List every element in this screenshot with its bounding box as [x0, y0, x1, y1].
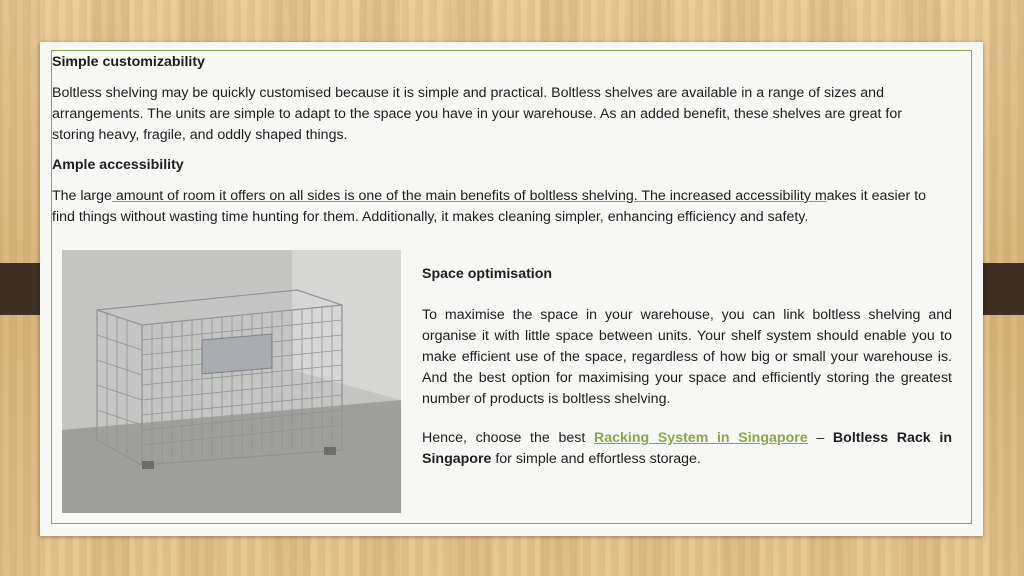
closing-dash: – [807, 430, 833, 446]
paragraph-part: akes it easier to find things without wasting time hunting for them. Additionally, it makes cleaning simpler, enhancing efficiency and safety. [52, 188, 927, 225]
closing-part: Hence, choose the best [422, 430, 594, 446]
closing-part: for simple and effortless storage. [491, 451, 701, 467]
paragraph-simple-customizability: Boltless shelving may be quickly customised because it is simple and practical. Boltless shelves are available in a range of sizes and arrangements. The units are simple to adapt to the space you have in your warehouse. As an added benefit, these shelves are great for storing heavy, fragile, and oddly shaped things. [52, 85, 902, 143]
racking-system-link[interactable]: Racking System in Singapore [593, 430, 808, 446]
closing-bold: Boltless Rack in Singapore [422, 430, 952, 467]
heading-ample-accessibility: Ample accessibility [52, 157, 184, 173]
left-ribbon [0, 263, 40, 315]
wire-cage-image [62, 250, 401, 513]
paragraph-closing [422, 428, 952, 470]
cage-photo [62, 250, 401, 513]
slide-card [40, 42, 983, 536]
heading-space-optimisation: Space optimisation [422, 266, 553, 282]
paragraph-ample-accessibility [52, 186, 940, 228]
paragraph-space-optimisation: To maximise the space in your warehouse, you can link boltless shelving and organise it with little space between units. Your shelf system should enable you to make efficient use of the space, regardless of how big or small your warehouse is. And the best option for maximising your space and efficiently storing the greatest number of products is boltless shelving. [422, 307, 952, 407]
heading-simple-customizability: Simple customizability [52, 54, 205, 70]
underlined-phrase: amount of room it offers on all sides is one of the main benefits of boltless shelving. The increased accessibility m [111, 188, 827, 204]
paragraph-part: The large [52, 188, 112, 204]
